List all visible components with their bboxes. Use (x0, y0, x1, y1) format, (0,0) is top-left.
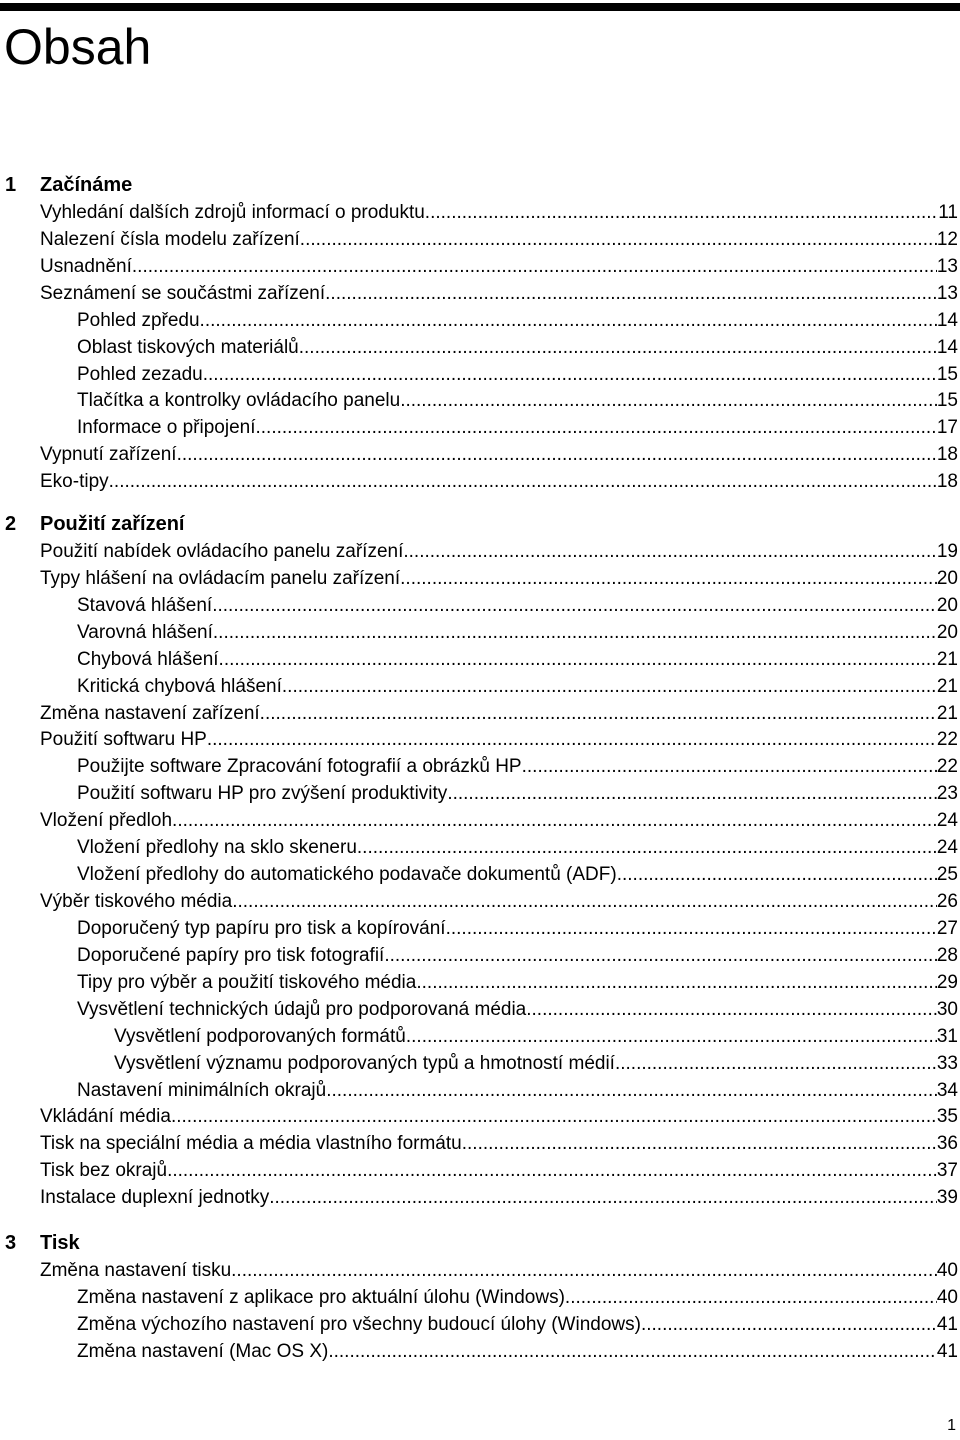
toc-entry-label: Nastavení minimálních okrajů (77, 1080, 327, 1101)
toc-entry-label: Varovná hlášení (77, 622, 213, 643)
toc-entry-page: 24 (936, 837, 958, 858)
chapter-heading[interactable] (0, 172, 400, 199)
toc-entry[interactable] (40, 1103, 958, 1130)
toc-entry-page: 22 (936, 729, 958, 750)
toc-entry[interactable] (77, 334, 958, 361)
toc-entry[interactable] (114, 1023, 958, 1050)
toc-entry[interactable] (77, 361, 958, 388)
toc-entry-page: 40 (936, 1287, 958, 1308)
toc-entry[interactable] (77, 942, 958, 969)
toc-entry-label: Tisk na speciální média a média vlastního formátu (40, 1133, 462, 1154)
toc-entry-label: Pohled zpředu (77, 310, 200, 331)
dot-leader (641, 1311, 937, 1338)
chapter-title: Použití zařízení (40, 513, 185, 535)
chapter-heading[interactable] (0, 511, 400, 538)
toc-entry-label: Chybová hlášení (77, 649, 219, 670)
toc-entry-page: 33 (936, 1053, 958, 1074)
toc-entry[interactable] (77, 619, 958, 646)
dot-leader (400, 387, 937, 414)
toc-entry-page: 30 (936, 999, 958, 1020)
toc-entry[interactable] (40, 468, 958, 495)
dot-leader (256, 414, 937, 441)
toc-entry[interactable] (77, 780, 958, 807)
toc-entry-label: Změna výchozího nastavení pro všechny budoucí úlohy (Windows) (77, 1314, 641, 1335)
toc-entry-page: 41 (936, 1314, 958, 1335)
toc-entry-label: Vysvětlení podporovaných formátů (114, 1026, 406, 1047)
toc-entry-page: 35 (936, 1106, 958, 1127)
dot-leader (231, 1257, 937, 1284)
toc-entry-label: Oblast tiskových materiálů (77, 337, 299, 358)
toc-entry[interactable] (114, 1050, 958, 1077)
toc-entry[interactable] (77, 834, 958, 861)
chapter-number: 1 (5, 174, 17, 196)
toc-entry[interactable] (77, 996, 958, 1023)
toc-entry-label: Vysvětlení technických údajů pro podporovaná média (77, 999, 527, 1020)
toc-entry[interactable] (40, 538, 958, 565)
dot-leader (172, 807, 937, 834)
chapter-title: Začínáme (40, 174, 133, 196)
dot-leader (357, 834, 937, 861)
toc-entry-label: Vkládání média (40, 1106, 171, 1127)
toc-entry[interactable] (40, 226, 958, 253)
dot-leader (269, 1184, 937, 1211)
dot-leader (132, 253, 937, 280)
toc-entry-page: 31 (936, 1026, 958, 1047)
toc-entry-label: Doporučený typ papíru pro tisk a kopírování (77, 918, 446, 939)
toc-entry-label: Výběr tiskového média (40, 891, 233, 912)
toc-entry-label: Tlačítka a kontrolky ovládacího panelu (77, 390, 401, 411)
dot-leader (425, 199, 938, 226)
toc-entry-page: 15 (936, 390, 958, 411)
page-title: Obsah (4, 19, 152, 75)
toc-entry-label: Seznámení se součástmi zařízení (40, 283, 326, 304)
dot-leader (177, 441, 937, 468)
dot-leader (213, 619, 937, 646)
toc-entry-label: Změna nastavení (Mac OS X) (77, 1341, 329, 1362)
toc-entry[interactable] (40, 726, 958, 753)
toc-entry-label: Změna nastavení zařízení (40, 703, 260, 724)
toc-entry-label: Kritická chybová hlášení (77, 676, 282, 697)
toc-entry-label: Vložení předlohy do automatického podavače dokumentů (ADF) (77, 864, 617, 885)
toc-entry-page: 19 (936, 541, 958, 562)
toc-entry-label: Změna nastavení tisku (40, 1260, 232, 1281)
toc-entry-label: Vložení předlohy na sklo skeneru (77, 837, 357, 858)
toc-entry-label: Typy hlášení na ovládacím panelu zařízení (40, 568, 401, 589)
toc-entry-page: 20 (936, 595, 958, 616)
toc-entry[interactable] (77, 969, 958, 996)
toc-entry-label: Tisk bez okrajů (40, 1160, 168, 1181)
toc-entry[interactable] (77, 861, 958, 888)
toc-entry-page: 13 (936, 256, 958, 277)
toc-entry-page: 13 (936, 283, 958, 304)
toc-entry-label: Doporučené papíry pro tisk fotografií (77, 945, 385, 966)
dot-leader (200, 307, 937, 334)
toc-entry[interactable] (40, 807, 958, 834)
toc-entry[interactable] (40, 1257, 958, 1284)
toc-entry-page: 12 (936, 229, 958, 250)
toc-entry[interactable] (77, 646, 958, 673)
toc-entry-label: Usnadnění (40, 256, 132, 277)
toc-entry-page: 40 (936, 1260, 958, 1281)
dot-leader (219, 646, 937, 673)
toc-entry-page: 41 (936, 1341, 958, 1362)
dot-leader (171, 1103, 937, 1130)
toc-entry[interactable] (40, 1157, 958, 1184)
toc-entry[interactable] (77, 915, 958, 942)
toc-entry-page: 18 (936, 444, 958, 465)
dot-leader (328, 1338, 937, 1365)
dot-leader (207, 726, 937, 753)
toc-entry-page: 25 (936, 864, 958, 885)
toc-entry[interactable] (40, 1130, 958, 1157)
toc-entry-label: Instalace duplexní jednotky (40, 1187, 270, 1208)
dot-leader (326, 1077, 937, 1104)
toc-entry-page: 14 (936, 337, 958, 358)
toc-entry[interactable] (77, 592, 958, 619)
dot-leader (212, 592, 937, 619)
dot-leader (403, 538, 937, 565)
toc-entry-page: 37 (936, 1160, 958, 1181)
dot-leader (406, 1023, 937, 1050)
toc-entry[interactable] (40, 441, 958, 468)
toc-entry-page: 21 (936, 649, 958, 670)
toc-entry-label: Eko-tipy (40, 471, 109, 492)
chapter-heading[interactable] (0, 1230, 400, 1257)
toc-entry-page: 14 (936, 310, 958, 331)
toc-entry-label: Vysvětlení významu podporovaných typů a hmotností médií (114, 1053, 615, 1074)
toc-entry-page: 26 (936, 891, 958, 912)
toc-entry-page: 39 (936, 1187, 958, 1208)
toc-entry-label: Použijte software Zpracování fotografií a obrázků HP (77, 756, 522, 777)
toc-entry-label: Tipy pro výběr a použití tiskového média (77, 972, 417, 993)
toc-entry-label: Použití softwaru HP (40, 729, 207, 750)
toc-entry-page: 24 (936, 810, 958, 831)
toc-entry[interactable] (77, 414, 958, 441)
toc-entry[interactable] (77, 1077, 958, 1104)
toc-entry[interactable] (77, 673, 958, 700)
toc-entry[interactable] (40, 565, 958, 592)
dot-leader (617, 861, 937, 888)
toc-entry-page: 17 (936, 417, 958, 438)
dot-leader (232, 888, 937, 915)
dot-leader (299, 334, 937, 361)
toc-entry-page: 27 (936, 918, 958, 939)
toc-entry[interactable] (40, 199, 958, 226)
top-rule (0, 3, 960, 11)
page-number: 1 (947, 1417, 956, 1434)
toc-entry[interactable] (40, 253, 958, 280)
dot-leader (203, 361, 937, 388)
toc-entry-page: 28 (936, 945, 958, 966)
toc-entry-page: 11 (938, 202, 958, 223)
chapter-title: Tisk (40, 1232, 80, 1254)
toc-entry-label: Vyhledání dalších zdrojů informací o produktu (40, 202, 425, 223)
dot-leader (565, 1284, 937, 1311)
toc-entry-page: 36 (936, 1133, 958, 1154)
dot-leader (384, 942, 937, 969)
dot-leader (615, 1050, 937, 1077)
toc-entry-page: 21 (936, 676, 958, 697)
toc-entry[interactable] (77, 1311, 958, 1338)
toc-entry[interactable] (40, 700, 958, 727)
toc-entry[interactable] (77, 307, 958, 334)
dot-leader (282, 673, 937, 700)
toc-entry-label: Informace o připojení (77, 417, 256, 438)
dot-leader (260, 700, 937, 727)
dot-leader (447, 780, 937, 807)
toc-entry-label: Stavová hlášení (77, 595, 213, 616)
toc-entry-page: 21 (936, 703, 958, 724)
toc-entry-label: Vypnutí zařízení (40, 444, 177, 465)
dot-leader (300, 226, 937, 253)
toc-entry-label: Nalezení čísla modelu zařízení (40, 229, 300, 250)
toc-entry-page: 29 (936, 972, 958, 993)
toc-entry[interactable] (77, 753, 958, 780)
toc-entry-label: Vložení předloh (40, 810, 173, 831)
dot-leader (446, 915, 937, 942)
toc-entry-page: 34 (936, 1080, 958, 1101)
toc-entry-label: Pohled zezadu (77, 364, 203, 385)
chapter-number: 3 (5, 1232, 17, 1254)
dot-leader (522, 753, 937, 780)
toc-entry-page: 20 (936, 622, 958, 643)
toc-entry-page: 15 (936, 364, 958, 385)
dot-leader (526, 996, 937, 1023)
toc-entry-label: Změna nastavení z aplikace pro aktuální úlohu (Windows) (77, 1287, 565, 1308)
toc-entry-page: 22 (936, 756, 958, 777)
toc-entry-label: Použití softwaru HP pro zvýšení produktivity (77, 783, 448, 804)
toc-entry[interactable] (77, 1284, 958, 1311)
toc-entry[interactable] (40, 280, 958, 307)
toc-entry-label: Použití nabídek ovládacího panelu zařízení (40, 541, 404, 562)
dot-leader (325, 280, 937, 307)
toc-entry-page: 20 (936, 568, 958, 589)
toc-entry[interactable] (77, 1338, 958, 1365)
chapter-number: 2 (5, 513, 17, 535)
dot-leader (462, 1130, 937, 1157)
toc-entry[interactable] (40, 1184, 958, 1211)
dot-leader (167, 1157, 937, 1184)
toc-entry-page: 18 (936, 471, 958, 492)
dot-leader (416, 969, 937, 996)
toc-entry[interactable] (77, 387, 958, 414)
toc-entry[interactable] (40, 888, 958, 915)
toc-entry-page: 23 (936, 783, 958, 804)
dot-leader (400, 565, 937, 592)
dot-leader (109, 468, 937, 495)
